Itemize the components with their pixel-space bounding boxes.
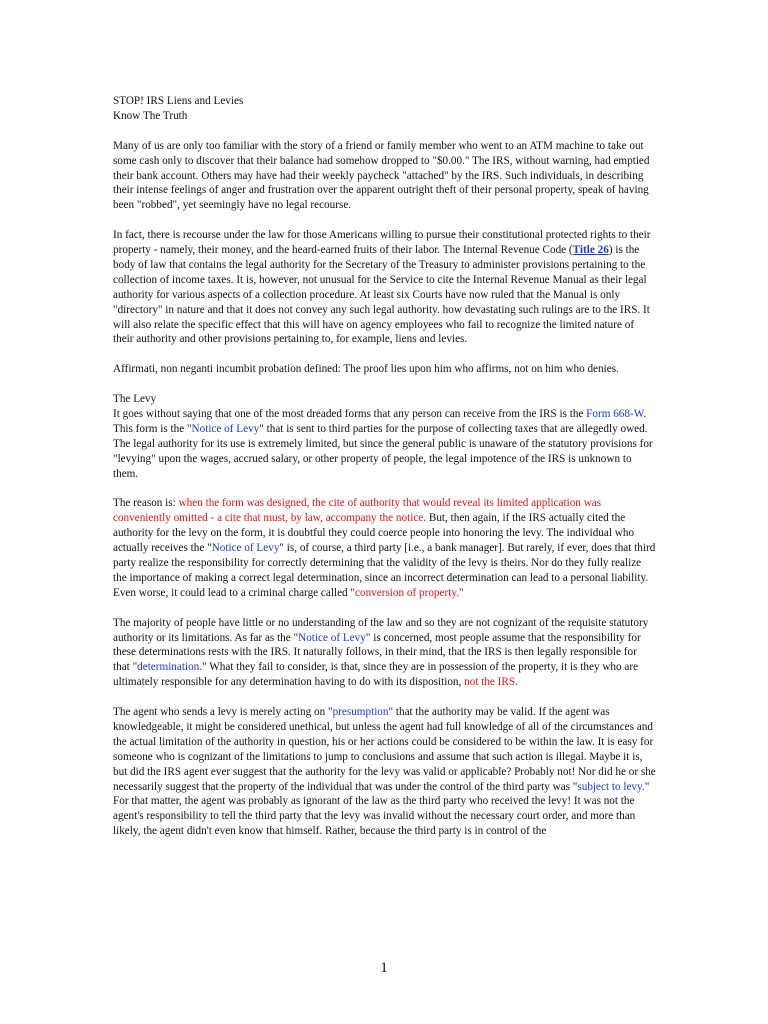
highlighted-term: subject to levy. [577, 780, 645, 793]
highlighted-term: determination. [137, 661, 203, 674]
text-run: " that is sent to third parties for the purpose of collecting taxes that are allegedly owed. The legal authority for its use is extremely limited, but since the general public is unaware of the statutory provisions for "levying" upon the wages, accrued salary, or other property of people, the legal impotence of the IRS is unknown to them. [113, 422, 653, 480]
document-title [113, 94, 656, 124]
text-run: " For that matter, the agent was probably as ignorant of the law as the third party who received the levy! It was not the agent's responsibility to tell the third party that the levy was invalid without the necessary court order, and more than likely, the agent didn't even know that himself. Rather, because the third party is in control of the [113, 780, 650, 838]
text-run: " What they fail to consider, is that, since they are in possession of the property, it is they who are ultimately responsible for any determination having to do with its disposition, [113, 661, 639, 689]
section-heading: The Levy [113, 393, 157, 406]
paragraph-affirmati [113, 362, 656, 377]
page-number: 1 [380, 960, 388, 976]
text-run: The agent who sends a levy is merely acting on " [113, 706, 333, 719]
emphasized-text: conversion of property. [355, 586, 459, 599]
paragraph-majority [113, 616, 656, 691]
text-run: It goes without saying that one of the most dreaded forms that any person can receive from the IRS is the [113, 407, 587, 420]
highlighted-term: Notice of Levy [298, 631, 366, 644]
emphasized-text: not the IRS. [464, 676, 518, 689]
text-run: ) is the body of law that contains the legal authority for the Secretary of the Treasury to administer provisions pertaining to the collection of income taxes. It is, however, not unusual for the Service to cite the Internal Revenue Manual as their legal authority for various aspects of a collection procedure. At least six Courts have now ruled that the Manual is only "directory" in nature and that it does not convey any such legal authority. how devastating such rulings are to the IRS. It will also relate the specific effect that this will have on agency employees who fail to recognize the limited nature of their authority and other provisions pertaining to, for example, liens and levies. [113, 244, 650, 346]
emphasized-text: when the form was designed, the cite of authority that would reveal its limited application was conveniently omitted - a cite that must, by law, accompany the notice. [113, 497, 602, 525]
paragraph-reason [113, 496, 656, 600]
text-run: The reason is: [113, 497, 179, 510]
text-run: Affirmati, non neganti incumbit probation defined: The proof lies upon him who affirms, not on him who denies. [113, 363, 619, 376]
title-line-1: STOP! IRS Liens and Levies [113, 95, 244, 107]
document-body [113, 94, 656, 854]
text-run: " is, of course, a third party [i.e., a bank manager]. But rarely, if ever, does that third party realize the responsibility for correctly determining that the validity of the levy is theirs. Nor do they fully realize the importance of making a correct legal determination, since an incorrect determination can lead to a personal liability. Even worse, it could lead to a criminal charge called " [113, 542, 656, 599]
paragraph-the-levy [113, 392, 656, 481]
paragraph-intro [113, 139, 656, 214]
title-26-link[interactable]: Title 26 [572, 244, 609, 257]
highlighted-term: presumption [332, 706, 389, 719]
highlighted-term: Notice of Levy [191, 422, 260, 435]
text-run: The majority of people have little or no understanding of the law and so they are not cognizant of the requisite statutory authority or its limitations. As far as the " [113, 616, 649, 644]
title-line-2: Know The Truth [113, 109, 188, 122]
paragraph-agent [113, 705, 656, 839]
text-run: " that the authority may be valid. If the agent was knowledgeable, it might be considered unethical, but unless the agent had full knowledge of all of the circumstances and the actual limitation of the authority in question, his or her actions could be considered to be within the law. It is easy for someone who is cognizant of the limitations to jump to conclusions and assume that such action is illegal. Maybe it is, but did the IRS agent ever suggest that the authority for the levy was valid or applicable? Probably not! Nor did he or she necessarily suggest that the property of the individual that was under the control of the third party was " [113, 706, 656, 793]
highlighted-term: Notice of Levy [211, 542, 280, 555]
text-run: . This form is the " [113, 407, 647, 435]
text-run: In fact, there is recourse under the law for those Americans willing to pursue their constitutional protected rights to their property - namely, their money, and the heard-earned fruits of their labor. The Internal Revenue Code ( [113, 229, 651, 257]
paragraph-recourse [113, 228, 656, 347]
text-run: Many of us are only too familiar with the story of a friend or family member who went to an ATM machine to take out some cash only to discover that their balance had somehow dropped to "$0.00." The IRS, without warning, had emptied their bank account. Others may have had their weekly paycheck "attached" by the IRS. Such individuals, in describing their intense feelings of anger and frustration over the apparent outright theft of their personal property, speak of having been "robbed", yet seemingly have no legal recourse. [113, 139, 650, 212]
text-run: " is concerned, most people assume that the responsibility for these determinations rests with the IRS. It naturally follows, in their mind, that the IRS is then legally responsible for that " [113, 631, 641, 674]
text-run: But, then again, if the IRS actually cited the authority for the levy on the form, it is doubtful they could coerce people into honoring the levy. The individual who actually receives the " [113, 512, 635, 555]
highlighted-term: Form 668-W [586, 407, 644, 420]
text-run: " [459, 586, 464, 599]
